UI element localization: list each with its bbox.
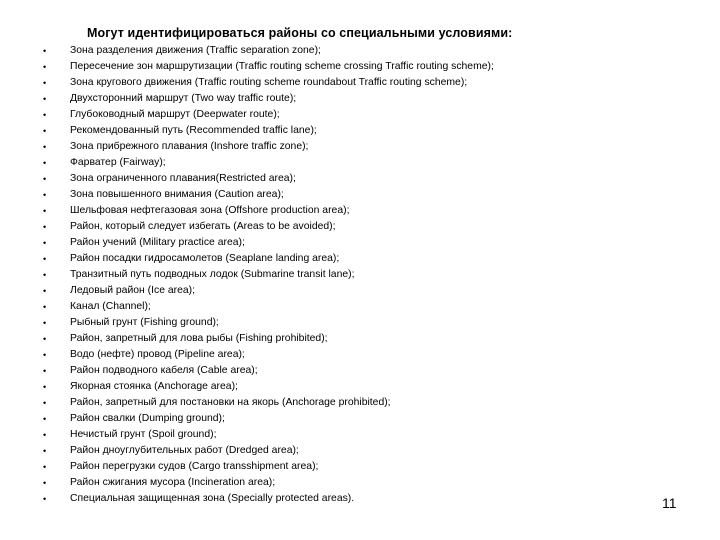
list-item (0, 251, 720, 267)
bullet-icon: • (43, 398, 47, 408)
list-item (0, 347, 720, 363)
bullet-icon: • (43, 158, 47, 168)
bullet-icon: • (43, 142, 47, 152)
bullet-icon: • (43, 270, 47, 280)
bullet-icon: • (43, 206, 47, 216)
list-item-text: Зона повышенного внимания (Caution area); (70, 189, 284, 200)
list-item-text: Район, запретный для постановки на якорь (Anchorage prohibited); (70, 397, 391, 408)
bullet-icon: • (43, 94, 47, 104)
list-item (0, 379, 720, 395)
list-item-text: Район свалки (Dumping ground); (70, 413, 225, 424)
list-item-text: Зона прибрежного плавания (Inshore traffic zone); (70, 141, 309, 152)
bullet-icon: • (43, 382, 47, 392)
list-item-text: Район, запретный для лова рыбы (Fishing prohibited); (70, 333, 328, 344)
list-item (0, 459, 720, 475)
list-item-text: Шельфовая нефтегазовая зона (Offshore production area); (70, 205, 350, 216)
list-item-text: Двухсторонний маршрут (Two way traffic route); (70, 93, 297, 104)
list-item (0, 363, 720, 379)
list-item (0, 411, 720, 427)
list-item (0, 203, 720, 219)
list-item (0, 107, 720, 123)
list-item-text: Район сжигания мусора (Incineration area); (70, 477, 276, 488)
bullet-icon: • (43, 414, 47, 424)
list-item-text: Пересечение зон маршрутизации (Traffic routing scheme crossing Traffic routing scheme); (70, 61, 494, 72)
list-item (0, 283, 720, 299)
list-item (0, 299, 720, 315)
list-item (0, 139, 720, 155)
list-item-text: Специальная защищенная зона (Specially protected areas). (70, 493, 355, 504)
bullet-icon: • (43, 190, 47, 200)
list-item (0, 43, 720, 59)
bullet-icon: • (43, 174, 47, 184)
bullet-icon: • (43, 334, 47, 344)
list-item-text: Водо (нефте) провод (Pipeline area); (70, 349, 245, 360)
list-item (0, 395, 720, 411)
bullet-icon: • (43, 126, 47, 136)
list-item (0, 219, 720, 235)
bullet-icon: • (43, 430, 47, 440)
list-item-text: Рекомендованный путь (Recommended traffic lane); (70, 125, 317, 136)
list-item-text: Рыбный грунт (Fishing ground); (70, 317, 219, 328)
list-item-text: Район учений (Military practice area); (70, 237, 245, 248)
list-item (0, 235, 720, 251)
list-item (0, 427, 720, 443)
page-number: 11 (662, 495, 677, 511)
list-item-text: Зона разделения движения (Traffic separation zone); (70, 45, 321, 56)
list-item (0, 123, 720, 139)
list-item-text: Район посадки гидросамолетов (Seaplane landing area); (70, 253, 340, 264)
list-item-text: Район дноуглубительных работ (Dredged area); (70, 445, 299, 456)
list-item (0, 91, 720, 107)
bullet-icon: • (43, 286, 47, 296)
bullet-icon: • (43, 350, 47, 360)
bullet-icon: • (43, 62, 47, 72)
list-item (0, 315, 720, 331)
list-item-text: Канал (Channel); (70, 301, 151, 312)
list-item (0, 491, 720, 507)
bullet-icon: • (43, 254, 47, 264)
bullet-icon: • (43, 78, 47, 88)
bullet-icon: • (43, 366, 47, 376)
list-item-text: Ледовый район (Ice area); (70, 285, 196, 296)
list-item-text: Якорная стоянка (Anchorage area); (70, 381, 238, 392)
list-item (0, 187, 720, 203)
bullet-icon: • (43, 494, 47, 504)
list-item (0, 171, 720, 187)
list-item-text: Нечистый грунт (Spoil ground); (70, 429, 217, 440)
list-item (0, 331, 720, 347)
slide-title: Могут идентифицироваться районы со специальными условиями: (87, 26, 513, 40)
list-item (0, 59, 720, 75)
list-item-text: Фарватер (Fairway); (70, 157, 166, 168)
bullet-icon: • (43, 222, 47, 232)
bullet-icon: • (43, 46, 47, 56)
bullet-icon: • (43, 318, 47, 328)
list-item-text: Район перегрузки судов (Cargo transshipment area); (70, 461, 319, 472)
list-item (0, 267, 720, 283)
list-item-text: Район, который следует избегать (Areas to be avoided); (70, 221, 336, 232)
list-item-text: Глубоководный маршрут (Deepwater route); (70, 109, 280, 120)
bullet-icon: • (43, 478, 47, 488)
bullet-icon: • (43, 462, 47, 472)
bullet-icon: • (43, 110, 47, 120)
list-item (0, 75, 720, 91)
bullet-icon: • (43, 302, 47, 312)
list-item-text: Зона кругового движения (Traffic routing scheme roundabout Traffic routing scheme); (70, 77, 468, 88)
list-item (0, 475, 720, 491)
bullet-list (0, 43, 720, 507)
bullet-icon: • (43, 238, 47, 248)
list-item-text: Транзитный путь подводных лодок (Submarine transit lane); (70, 269, 355, 280)
list-item-text: Зона ограниченного плавания(Restricted area); (70, 173, 296, 184)
list-item (0, 155, 720, 171)
list-item-text: Район подводного кабеля (Cable area); (70, 365, 258, 376)
list-item (0, 443, 720, 459)
bullet-icon: • (43, 446, 47, 456)
